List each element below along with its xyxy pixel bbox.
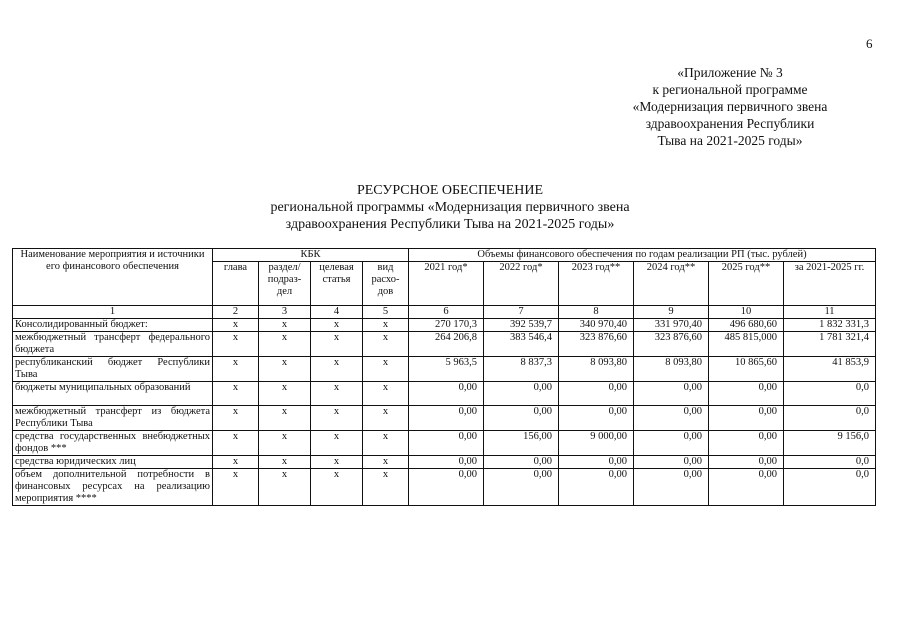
appendix-line: «Приложение № 3 bbox=[677, 65, 783, 80]
value-cell: 0,00 bbox=[559, 382, 634, 406]
kbk-header: КБК bbox=[213, 249, 409, 262]
row-name: межбюджетный трансферт из бюджета Республики Тыва bbox=[13, 406, 213, 431]
value-cell: 392 539,7 bbox=[484, 319, 559, 332]
table-row bbox=[13, 319, 876, 332]
value-cell: 0,00 bbox=[409, 456, 484, 469]
table-row bbox=[13, 406, 876, 431]
value-cell: 10 865,60 bbox=[709, 357, 784, 382]
title-line: региональной программы «Модернизация первичного звена bbox=[270, 200, 630, 215]
title-line: РЕСУРСНОЕ ОБЕСПЕЧЕНИЕ bbox=[356, 183, 544, 198]
kbk-cell: х bbox=[363, 319, 409, 332]
value-cell: 0,00 bbox=[409, 382, 484, 406]
kbk-cell: х bbox=[363, 382, 409, 406]
name-column-header: Наименование мероприятия и источники его финансового обеспечения bbox=[13, 249, 213, 306]
value-cell: 0,00 bbox=[484, 382, 559, 406]
value-cell: 0,00 bbox=[709, 406, 784, 431]
kbk-cell: х bbox=[311, 406, 363, 431]
value-cell: 5 963,5 bbox=[409, 357, 484, 382]
column-number: 11 bbox=[784, 306, 876, 319]
table-row bbox=[13, 332, 876, 357]
kbk-cell: х bbox=[311, 382, 363, 406]
kbk-cell: х bbox=[213, 469, 259, 506]
column-number: 4 bbox=[311, 306, 363, 319]
column-number: 6 bbox=[409, 306, 484, 319]
value-cell: 0,00 bbox=[559, 406, 634, 431]
year-header: 2021 год* bbox=[409, 262, 484, 306]
value-cell: 383 546,4 bbox=[484, 332, 559, 357]
page-number: 6 bbox=[866, 36, 873, 51]
value-cell: 1 781 321,4 bbox=[784, 332, 876, 357]
column-number: 7 bbox=[484, 306, 559, 319]
value-cell: 496 680,60 bbox=[709, 319, 784, 332]
value-cell: 0,00 bbox=[709, 469, 784, 506]
value-cell: 0,00 bbox=[559, 469, 634, 506]
row-name: объем дополнительной потребности в финансовых ресурсах на реализацию мероприятия **** bbox=[13, 469, 213, 506]
title-line: здравоохранения Республики Тыва на 2021-2025 годы» bbox=[285, 217, 615, 232]
column-number: 10 bbox=[709, 306, 784, 319]
kbk-cell: х bbox=[311, 357, 363, 382]
column-number: 8 bbox=[559, 306, 634, 319]
value-cell: 9 000,00 bbox=[559, 431, 634, 456]
value-cell: 0,00 bbox=[634, 406, 709, 431]
row-name: средства юридических лиц bbox=[13, 456, 213, 469]
kbk-cell: х bbox=[259, 469, 311, 506]
kbk-cell: х bbox=[213, 357, 259, 382]
value-cell: 156,00 bbox=[484, 431, 559, 456]
kbk-cell: х bbox=[259, 406, 311, 431]
value-cell: 270 170,3 bbox=[409, 319, 484, 332]
value-cell: 323 876,60 bbox=[634, 332, 709, 357]
kbk-cell: х bbox=[213, 431, 259, 456]
value-cell: 0,0 bbox=[784, 469, 876, 506]
kbk-cell: х bbox=[259, 332, 311, 357]
value-cell: 0,00 bbox=[709, 382, 784, 406]
value-cell: 0,00 bbox=[709, 456, 784, 469]
appendix-caption bbox=[560, 64, 900, 149]
value-cell: 0,0 bbox=[784, 456, 876, 469]
row-name: республиканский бюджет Республики Тыва bbox=[13, 357, 213, 382]
kbk-cell: х bbox=[311, 332, 363, 357]
value-cell: 0,00 bbox=[409, 406, 484, 431]
kbk-cell: х bbox=[363, 357, 409, 382]
value-cell: 0,00 bbox=[634, 456, 709, 469]
kbk-cell: х bbox=[363, 332, 409, 357]
column-number: 5 bbox=[363, 306, 409, 319]
row-name: межбюджетный трансферт федерального бюджета bbox=[13, 332, 213, 357]
kbk-cell: х bbox=[311, 431, 363, 456]
row-name: средства государственных внебюджетных фондов *** bbox=[13, 431, 213, 456]
value-cell: 331 970,40 bbox=[634, 319, 709, 332]
value-cell: 8 093,80 bbox=[559, 357, 634, 382]
kbk-subheader: вид расхо-дов bbox=[363, 262, 409, 306]
kbk-cell: х bbox=[363, 456, 409, 469]
document-title bbox=[150, 182, 750, 233]
kbk-cell: х bbox=[213, 382, 259, 406]
kbk-cell: х bbox=[213, 406, 259, 431]
resource-table bbox=[12, 248, 876, 506]
kbk-cell: х bbox=[363, 406, 409, 431]
value-cell: 0,00 bbox=[484, 406, 559, 431]
value-cell: 323 876,60 bbox=[559, 332, 634, 357]
value-cell: 8 837,3 bbox=[484, 357, 559, 382]
appendix-line: Тыва на 2021-2025 годы» bbox=[657, 133, 803, 148]
value-cell: 0,00 bbox=[484, 469, 559, 506]
value-cell: 0,00 bbox=[409, 431, 484, 456]
value-cell: 0,0 bbox=[784, 382, 876, 406]
year-header: 2022 год* bbox=[484, 262, 559, 306]
kbk-cell: х bbox=[213, 332, 259, 357]
appendix-line: к региональной программе bbox=[652, 82, 808, 97]
year-header: 2025 год** bbox=[709, 262, 784, 306]
table-row bbox=[13, 431, 876, 456]
value-cell: 8 093,80 bbox=[634, 357, 709, 382]
year-header: 2024 год** bbox=[634, 262, 709, 306]
row-name: бюджеты муниципальных образований bbox=[13, 382, 213, 406]
table-row bbox=[13, 456, 876, 469]
value-cell: 41 853,9 bbox=[784, 357, 876, 382]
kbk-cell: х bbox=[213, 456, 259, 469]
kbk-subheader: глава bbox=[213, 262, 259, 306]
kbk-cell: х bbox=[259, 456, 311, 469]
value-cell: 0,00 bbox=[559, 456, 634, 469]
column-number: 3 bbox=[259, 306, 311, 319]
value-cell: 0,0 bbox=[784, 406, 876, 431]
kbk-cell: х bbox=[311, 319, 363, 332]
kbk-cell: х bbox=[311, 456, 363, 469]
column-number: 2 bbox=[213, 306, 259, 319]
column-number-row bbox=[13, 306, 876, 319]
kbk-cell: х bbox=[363, 469, 409, 506]
year-header: за 2021-2025 гг. bbox=[784, 262, 876, 306]
value-cell: 0,00 bbox=[709, 431, 784, 456]
column-number: 9 bbox=[634, 306, 709, 319]
value-cell: 0,00 bbox=[409, 469, 484, 506]
value-cell: 485 815,000 bbox=[709, 332, 784, 357]
appendix-line: «Модернизация первичного звена bbox=[632, 99, 828, 114]
year-header: 2023 год** bbox=[559, 262, 634, 306]
row-name: Консолидированный бюджет: bbox=[13, 319, 213, 332]
kbk-cell: х bbox=[259, 382, 311, 406]
table-row bbox=[13, 382, 876, 406]
table-row bbox=[13, 357, 876, 382]
table-row bbox=[13, 469, 876, 506]
kbk-cell: х bbox=[311, 469, 363, 506]
kbk-cell: х bbox=[259, 319, 311, 332]
kbk-cell: х bbox=[213, 319, 259, 332]
kbk-cell: х bbox=[363, 431, 409, 456]
value-cell: 1 832 331,3 bbox=[784, 319, 876, 332]
value-cell: 0,00 bbox=[634, 469, 709, 506]
value-cell: 0,00 bbox=[484, 456, 559, 469]
kbk-cell: х bbox=[259, 357, 311, 382]
value-cell: 264 206,8 bbox=[409, 332, 484, 357]
value-cell: 0,00 bbox=[634, 382, 709, 406]
value-cell: 340 970,40 bbox=[559, 319, 634, 332]
kbk-cell: х bbox=[259, 431, 311, 456]
volumes-header: Объемы финансового обеспечения по годам реализации РП (тыс. рублей) bbox=[409, 249, 876, 262]
value-cell: 9 156,0 bbox=[784, 431, 876, 456]
value-cell: 0,00 bbox=[634, 431, 709, 456]
kbk-subheader: целевая статья bbox=[311, 262, 363, 306]
kbk-subheader: раздел/ подраз-дел bbox=[259, 262, 311, 306]
appendix-line: здравоохранения Республики bbox=[645, 116, 815, 131]
column-number: 1 bbox=[13, 306, 213, 319]
